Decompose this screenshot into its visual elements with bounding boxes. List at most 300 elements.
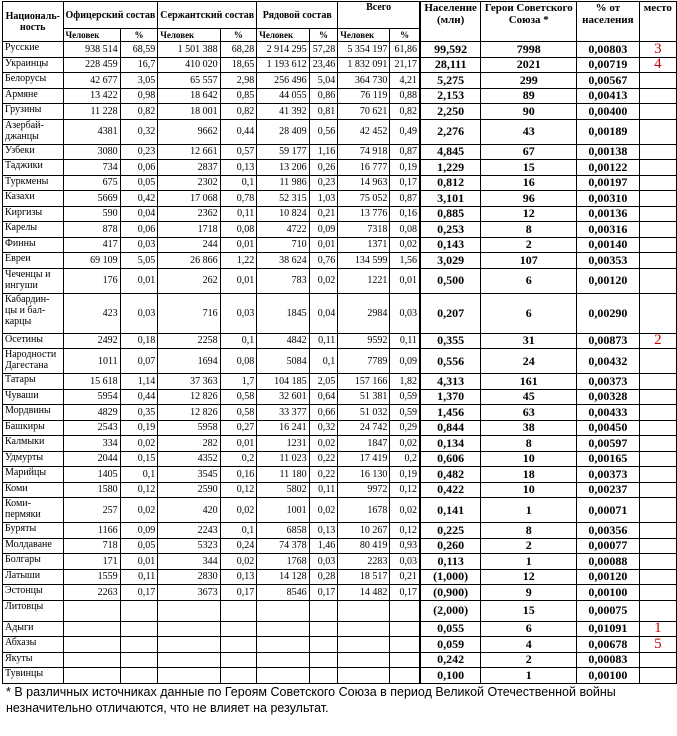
- cell-sp: 0,11: [220, 206, 257, 222]
- cell-rp: 0,11: [309, 482, 338, 498]
- cell-h: 1: [481, 554, 577, 570]
- cell-rp: 57,28: [309, 42, 338, 58]
- cell-o: 5669: [63, 191, 120, 207]
- table-row: [3, 652, 677, 668]
- header-officers: Офицерский состав: [63, 2, 158, 29]
- cell-s: 3673: [158, 585, 220, 601]
- cell-rp: [309, 637, 338, 653]
- cell-r: [257, 668, 309, 684]
- cell-o: 2263: [63, 585, 120, 601]
- cell-t: 24 742: [338, 420, 390, 436]
- cell-o: 257: [63, 498, 120, 523]
- cell-place: 2: [639, 333, 676, 349]
- cell-r: 16 241: [257, 420, 309, 436]
- cell-nationality: Абхазы: [3, 637, 64, 653]
- cell-nationality: Грузины: [3, 104, 64, 120]
- cell-sp: 0,58: [220, 405, 257, 421]
- cell-nationality: Таджики: [3, 160, 64, 176]
- cell-pc: 0,00373: [577, 467, 640, 483]
- cell-place: [639, 104, 676, 120]
- cell-op: 0,05: [120, 175, 158, 191]
- cell-nationality: Болгары: [3, 554, 64, 570]
- cell-pc: 0,00189: [577, 119, 640, 144]
- cell-s: 65 557: [158, 73, 220, 89]
- cell-nationality: Якуты: [3, 652, 64, 668]
- cell-pc: 0,00120: [577, 569, 640, 585]
- cell-rp: 0,02: [309, 498, 338, 523]
- cell-pop: 2,153: [420, 88, 481, 104]
- cell-rp: 0,86: [309, 88, 338, 104]
- cell-pop: 2,250: [420, 104, 481, 120]
- cell-place: [639, 467, 676, 483]
- cell-s: [158, 621, 220, 637]
- cell-op: 0,03: [120, 237, 158, 253]
- nationality-table: [2, 1, 677, 684]
- sub-pct: %: [220, 29, 257, 42]
- cell-pc: 0,00075: [577, 600, 640, 621]
- cell-pc: 0,00122: [577, 160, 640, 176]
- cell-rp: 23,46: [309, 57, 338, 73]
- sub-people: Человек: [158, 29, 220, 42]
- cell-s: 3545: [158, 467, 220, 483]
- cell-tp: 0,08: [390, 222, 420, 238]
- cell-h: 45: [481, 389, 577, 405]
- cell-t: [338, 652, 390, 668]
- cell-t: 51 032: [338, 405, 390, 421]
- cell-t: 1371: [338, 237, 390, 253]
- cell-rp: 0,23: [309, 175, 338, 191]
- cell-nationality: Киргизы: [3, 206, 64, 222]
- cell-o: 2044: [63, 451, 120, 467]
- cell-r: 8546: [257, 585, 309, 601]
- cell-place: 4: [639, 57, 676, 73]
- cell-tp: 0,87: [390, 191, 420, 207]
- cell-tp: 0,87: [390, 144, 420, 160]
- cell-rp: 0,56: [309, 119, 338, 144]
- cell-place: [639, 538, 676, 554]
- cell-place: [639, 119, 676, 144]
- cell-r: [257, 600, 309, 621]
- cell-tp: 0,2: [390, 451, 420, 467]
- cell-pop: 0,059: [420, 637, 481, 653]
- cell-pop: 0,885: [420, 206, 481, 222]
- cell-tp: 0,02: [390, 498, 420, 523]
- cell-place: [639, 253, 676, 269]
- table-row: [3, 293, 677, 333]
- cell-place: [639, 191, 676, 207]
- cell-t: 13 776: [338, 206, 390, 222]
- cell-h: 4: [481, 637, 577, 653]
- cell-r: 10 824: [257, 206, 309, 222]
- cell-tp: 0,59: [390, 405, 420, 421]
- cell-t: 16 777: [338, 160, 390, 176]
- cell-sp: 0,44: [220, 119, 257, 144]
- cell-o: 4381: [63, 119, 120, 144]
- cell-r: 710: [257, 237, 309, 253]
- table-row: [3, 253, 677, 269]
- cell-op: 0,1: [120, 467, 158, 483]
- cell-pc: 0,00120: [577, 268, 640, 293]
- cell-t: 1847: [338, 436, 390, 452]
- cell-place: [639, 451, 676, 467]
- cell-s: 2362: [158, 206, 220, 222]
- cell-rp: [309, 621, 338, 637]
- table-row: [3, 569, 677, 585]
- cell-pop: 2,276: [420, 119, 481, 144]
- cell-s: 37 363: [158, 374, 220, 390]
- cell-h: 6: [481, 293, 577, 333]
- cell-tp: 0,19: [390, 160, 420, 176]
- table-row: [3, 467, 677, 483]
- cell-h: 12: [481, 206, 577, 222]
- table-row: [3, 482, 677, 498]
- cell-sp: 0,08: [220, 349, 257, 374]
- cell-sp: 0,12: [220, 482, 257, 498]
- cell-nationality: Финны: [3, 237, 64, 253]
- cell-sp: 0,01: [220, 268, 257, 293]
- cell-nationality: Коми: [3, 482, 64, 498]
- cell-s: 2837: [158, 160, 220, 176]
- cell-sp: [220, 621, 257, 637]
- cell-place: [639, 652, 676, 668]
- cell-o: 15 618: [63, 374, 120, 390]
- header-percent: % от населения: [577, 2, 640, 42]
- cell-t: 70 621: [338, 104, 390, 120]
- cell-h: 299: [481, 73, 577, 89]
- cell-tp: 0,09: [390, 349, 420, 374]
- cell-pop: 0,500: [420, 268, 481, 293]
- cell-place: [639, 222, 676, 238]
- cell-h: 1: [481, 668, 577, 684]
- cell-t: 5 354 197: [338, 42, 390, 58]
- cell-place: [639, 668, 676, 684]
- cell-nationality: Калмыки: [3, 436, 64, 452]
- cell-s: 2830: [158, 569, 220, 585]
- cell-r: 32 601: [257, 389, 309, 405]
- cell-place: [639, 73, 676, 89]
- cell-pc: 0,00083: [577, 652, 640, 668]
- cell-sp: 0,01: [220, 436, 257, 452]
- cell-rp: 0,04: [309, 293, 338, 333]
- cell-h: 2: [481, 652, 577, 668]
- cell-h: 15: [481, 160, 577, 176]
- cell-rp: 0,22: [309, 467, 338, 483]
- cell-pc: 0,00310: [577, 191, 640, 207]
- cell-t: 80 419: [338, 538, 390, 554]
- cell-pc: 0,00413: [577, 88, 640, 104]
- cell-place: [639, 144, 676, 160]
- sub-people: Человек: [257, 29, 309, 42]
- cell-nationality: Тувинцы: [3, 668, 64, 684]
- cell-r: 104 185: [257, 374, 309, 390]
- cell-sp: 68,28: [220, 42, 257, 58]
- cell-rp: 1,03: [309, 191, 338, 207]
- cell-pc: 0,00316: [577, 222, 640, 238]
- cell-o: 3080: [63, 144, 120, 160]
- cell-h: 24: [481, 349, 577, 374]
- cell-o: 1011: [63, 349, 120, 374]
- cell-o: 69 109: [63, 253, 120, 269]
- cell-nationality: Карелы: [3, 222, 64, 238]
- cell-op: 3,05: [120, 73, 158, 89]
- cell-op: [120, 668, 158, 684]
- cell-place: [639, 175, 676, 191]
- cell-pop: 0,143: [420, 237, 481, 253]
- table-row: [3, 538, 677, 554]
- cell-sp: 0,1: [220, 333, 257, 349]
- cell-s: 2590: [158, 482, 220, 498]
- cell-rp: 0,21: [309, 206, 338, 222]
- cell-s: 12 826: [158, 389, 220, 405]
- cell-h: 90: [481, 104, 577, 120]
- cell-tp: 0,03: [390, 554, 420, 570]
- cell-pc: 0,00433: [577, 405, 640, 421]
- cell-pc: 0,00400: [577, 104, 640, 120]
- cell-r: 38 624: [257, 253, 309, 269]
- cell-nationality: Узбеки: [3, 144, 64, 160]
- cell-s: 12 826: [158, 405, 220, 421]
- cell-s: 410 020: [158, 57, 220, 73]
- cell-nationality: Латыши: [3, 569, 64, 585]
- cell-op: 0,98: [120, 88, 158, 104]
- header-heroes: Герои Советского Союза *: [481, 2, 577, 42]
- cell-pop: 4,313: [420, 374, 481, 390]
- cell-r: 1231: [257, 436, 309, 452]
- cell-t: [338, 637, 390, 653]
- cell-s: 282: [158, 436, 220, 452]
- cell-sp: 0,58: [220, 389, 257, 405]
- cell-o: 4829: [63, 405, 120, 421]
- cell-nationality: Украинцы: [3, 57, 64, 73]
- cell-r: 6858: [257, 523, 309, 539]
- cell-pc: 0,01091: [577, 621, 640, 637]
- cell-o: 228 459: [63, 57, 120, 73]
- cell-sp: 0,02: [220, 554, 257, 570]
- cell-tp: [390, 652, 420, 668]
- cell-nationality: Чуваши: [3, 389, 64, 405]
- cell-h: 161: [481, 374, 577, 390]
- cell-s: [158, 652, 220, 668]
- cell-pc: 0,00678: [577, 637, 640, 653]
- cell-pop: 0,055: [420, 621, 481, 637]
- cell-h: 18: [481, 467, 577, 483]
- table-row: [3, 436, 677, 452]
- cell-t: 10 267: [338, 523, 390, 539]
- cell-t: 7318: [338, 222, 390, 238]
- cell-pc: 0,00873: [577, 333, 640, 349]
- table-row: [3, 57, 677, 73]
- cell-pc: 0,00432: [577, 349, 640, 374]
- cell-tp: 61,86: [390, 42, 420, 58]
- cell-rp: 0,03: [309, 554, 338, 570]
- cell-s: [158, 668, 220, 684]
- cell-op: 0,23: [120, 144, 158, 160]
- cell-sp: 1,7: [220, 374, 257, 390]
- cell-r: 59 177: [257, 144, 309, 160]
- table-row: [3, 104, 677, 120]
- cell-r: 44 055: [257, 88, 309, 104]
- cell-tp: 1,82: [390, 374, 420, 390]
- cell-h: 8: [481, 222, 577, 238]
- cell-pc: 0,00165: [577, 451, 640, 467]
- cell-tp: 21,17: [390, 57, 420, 73]
- cell-h: 38: [481, 420, 577, 436]
- cell-r: 52 315: [257, 191, 309, 207]
- cell-place: [639, 88, 676, 104]
- cell-rp: [309, 652, 338, 668]
- cell-op: 16,7: [120, 57, 158, 73]
- table-row: [3, 451, 677, 467]
- cell-r: [257, 652, 309, 668]
- cell-pop: 1,456: [420, 405, 481, 421]
- cell-o: [63, 600, 120, 621]
- cell-pop: 0,844: [420, 420, 481, 436]
- cell-rp: 1,46: [309, 538, 338, 554]
- cell-place: [639, 374, 676, 390]
- cell-op: [120, 637, 158, 653]
- cell-t: 74 918: [338, 144, 390, 160]
- cell-t: [338, 621, 390, 637]
- cell-tp: 0,29: [390, 420, 420, 436]
- cell-pop: 0,253: [420, 222, 481, 238]
- cell-sp: 0,85: [220, 88, 257, 104]
- cell-s: 2258: [158, 333, 220, 349]
- cell-h: 7998: [481, 42, 577, 58]
- cell-o: 675: [63, 175, 120, 191]
- table-row: [3, 621, 677, 637]
- cell-o: [63, 668, 120, 684]
- cell-o: 2543: [63, 420, 120, 436]
- cell-nationality: Армяне: [3, 88, 64, 104]
- cell-nationality: Мордвины: [3, 405, 64, 421]
- cell-op: 0,11: [120, 569, 158, 585]
- cell-nationality: Литовцы: [3, 600, 64, 621]
- table-row: [3, 175, 677, 191]
- cell-op: 0,06: [120, 160, 158, 176]
- cell-nationality: Молдаване: [3, 538, 64, 554]
- cell-op: [120, 652, 158, 668]
- cell-t: 9592: [338, 333, 390, 349]
- cell-sp: 0,1: [220, 523, 257, 539]
- cell-r: 14 128: [257, 569, 309, 585]
- cell-s: [158, 600, 220, 621]
- cell-nationality: Коми-пермяки: [3, 498, 64, 523]
- cell-o: 590: [63, 206, 120, 222]
- cell-pop: 1,370: [420, 389, 481, 405]
- sub-people: Человек: [63, 29, 120, 42]
- cell-r: 11 986: [257, 175, 309, 191]
- table-row: [3, 389, 677, 405]
- cell-sp: 0,08: [220, 222, 257, 238]
- cell-r: 1 193 612: [257, 57, 309, 73]
- cell-place: [639, 206, 676, 222]
- table-row: [3, 237, 677, 253]
- cell-tp: 0,88: [390, 88, 420, 104]
- cell-op: 0,42: [120, 191, 158, 207]
- cell-op: 0,32: [120, 119, 158, 144]
- cell-rp: 0,64: [309, 389, 338, 405]
- cell-t: 7789: [338, 349, 390, 374]
- cell-pc: 0,00237: [577, 482, 640, 498]
- table-row: [3, 333, 677, 349]
- cell-r: 1768: [257, 554, 309, 570]
- cell-place: [639, 498, 676, 523]
- cell-tp: [390, 600, 420, 621]
- table-row: [3, 88, 677, 104]
- cell-h: 63: [481, 405, 577, 421]
- cell-op: 0,18: [120, 333, 158, 349]
- cell-pop: 0,482: [420, 467, 481, 483]
- cell-r: 41 392: [257, 104, 309, 120]
- cell-rp: 0,81: [309, 104, 338, 120]
- cell-op: [120, 600, 158, 621]
- cell-tp: 0,19: [390, 467, 420, 483]
- cell-r: 33 377: [257, 405, 309, 421]
- cell-h: 2: [481, 237, 577, 253]
- cell-o: [63, 621, 120, 637]
- cell-op: 0,06: [120, 222, 158, 238]
- table-row: [3, 349, 677, 374]
- cell-tp: 0,12: [390, 482, 420, 498]
- cell-t: 157 166: [338, 374, 390, 390]
- cell-s: 1 501 388: [158, 42, 220, 58]
- cell-r: [257, 621, 309, 637]
- cell-op: 0,15: [120, 451, 158, 467]
- cell-place: [639, 268, 676, 293]
- cell-h: 2: [481, 538, 577, 554]
- cell-op: 5,05: [120, 253, 158, 269]
- cell-op: [120, 621, 158, 637]
- cell-rp: 0,09: [309, 222, 338, 238]
- cell-pop: 0,141: [420, 498, 481, 523]
- cell-sp: [220, 637, 257, 653]
- cell-t: 364 730: [338, 73, 390, 89]
- cell-nationality: Осетины: [3, 333, 64, 349]
- cell-pc: 0,00450: [577, 420, 640, 436]
- cell-pop: 0,556: [420, 349, 481, 374]
- cell-r: 4722: [257, 222, 309, 238]
- cell-o: 171: [63, 554, 120, 570]
- cell-r: 2 914 295: [257, 42, 309, 58]
- cell-sp: 0,57: [220, 144, 257, 160]
- cell-tp: 0,82: [390, 104, 420, 120]
- cell-t: 2283: [338, 554, 390, 570]
- cell-place: [639, 389, 676, 405]
- cell-sp: [220, 600, 257, 621]
- cell-s: 5323: [158, 538, 220, 554]
- cell-o: 417: [63, 237, 120, 253]
- cell-tp: 0,12: [390, 523, 420, 539]
- cell-rp: 0,66: [309, 405, 338, 421]
- cell-h: 1: [481, 498, 577, 523]
- cell-nationality: Казахи: [3, 191, 64, 207]
- cell-pc: 0,00803: [577, 42, 640, 58]
- cell-nationality: Евреи: [3, 253, 64, 269]
- cell-s: 262: [158, 268, 220, 293]
- cell-pc: 0,00353: [577, 253, 640, 269]
- cell-pop: 0,812: [420, 175, 481, 191]
- cell-pop: 5,275: [420, 73, 481, 89]
- cell-t: 9972: [338, 482, 390, 498]
- cell-pop: (2,000): [420, 600, 481, 621]
- cell-s: 2243: [158, 523, 220, 539]
- cell-r: 1845: [257, 293, 309, 333]
- cell-pc: 0,00100: [577, 585, 640, 601]
- cell-rp: 0,76: [309, 253, 338, 269]
- cell-rp: 5,04: [309, 73, 338, 89]
- cell-place: 3: [639, 42, 676, 58]
- table-row: [3, 206, 677, 222]
